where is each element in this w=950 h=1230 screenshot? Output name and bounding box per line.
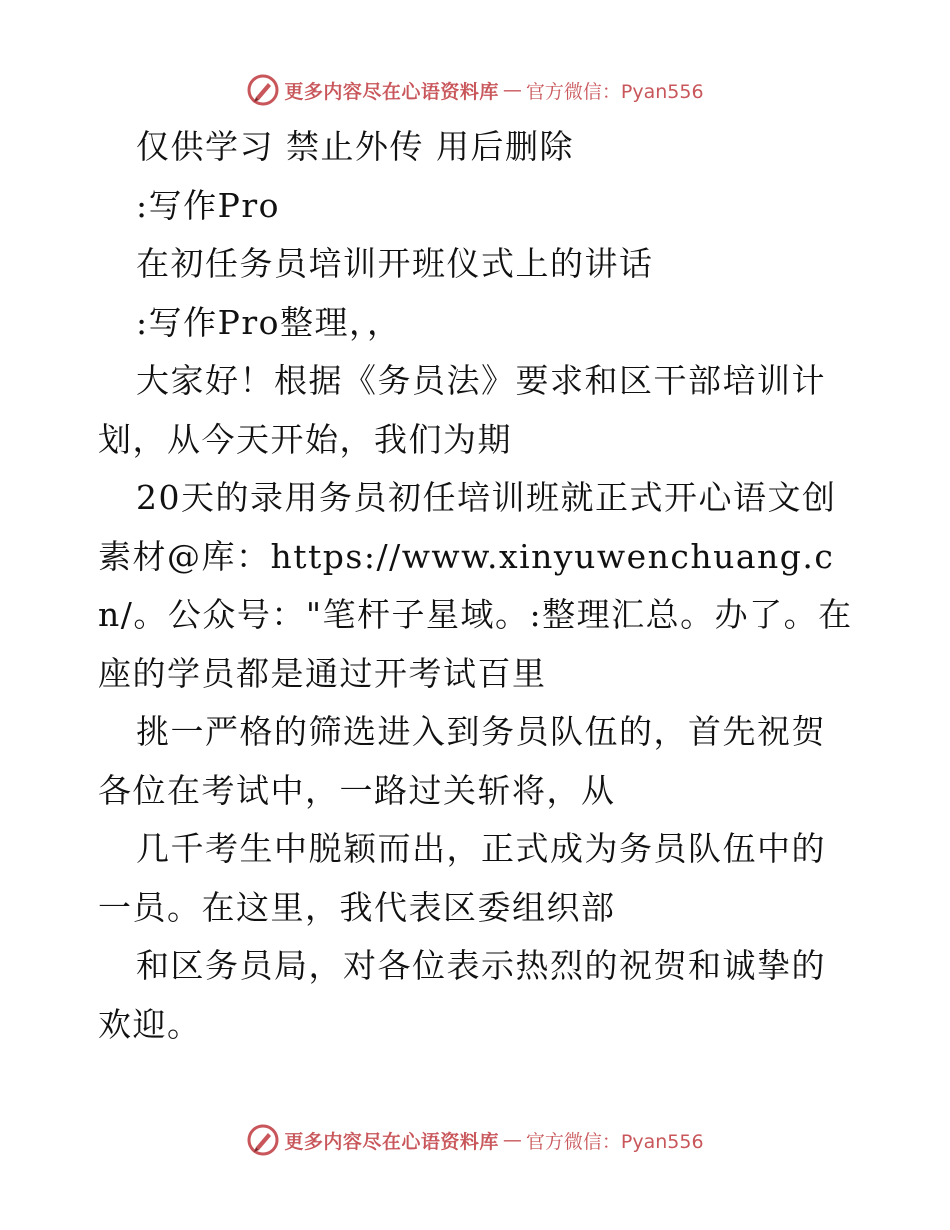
banner-title: 更多内容尽在心语资料库 [284, 80, 499, 103]
paragraph: 仅供学习 禁止外传 用后删除 [136, 127, 574, 166]
paragraph: 在初任务员培训开班仪式上的讲话 [136, 244, 654, 283]
banner-wechat-id: 官方微信：Pyan556 [525, 80, 704, 103]
header-watermark-banner [0, 70, 950, 110]
paragraph: 大家好！根据《务员法》要求和区干部培训计划，从今天开始，我们为期 [98, 361, 826, 459]
pen-logo-icon [246, 73, 280, 107]
paragraph: :写作Pro整理，， [136, 302, 402, 342]
footer-watermark-banner [0, 1120, 950, 1160]
document-body [98, 118, 858, 1054]
paragraph: :写作Pro [136, 185, 280, 225]
paragraph: 20天的录用务员初任培训班就正式开心语文创素材@库：https://www.xinyuwenchuang.cn/。公众号："笔杆子星域。:整理汇总。办了。在座的学员都是通过开考试百里 [98, 478, 853, 693]
banner-separator: — [502, 79, 522, 101]
pen-logo-icon [246, 1123, 280, 1157]
banner-separator: — [502, 1129, 522, 1151]
banner-wechat-id: 官方微信：Pyan556 [525, 1130, 704, 1153]
paragraph: 挑一严格的筛选进入到务员队伍的，首先祝贺各位在考试中，一路过关斩将，从 [98, 712, 826, 810]
paragraph: 和区务员局，对各位表示热烈的祝贺和诚挚的欢迎。 [98, 946, 826, 1044]
banner-title: 更多内容尽在心语资料库 [284, 1130, 499, 1153]
paragraph: 几千考生中脱颖而出，正式成为务员队伍中的一员。在这里，我代表区委组织部 [98, 829, 826, 927]
